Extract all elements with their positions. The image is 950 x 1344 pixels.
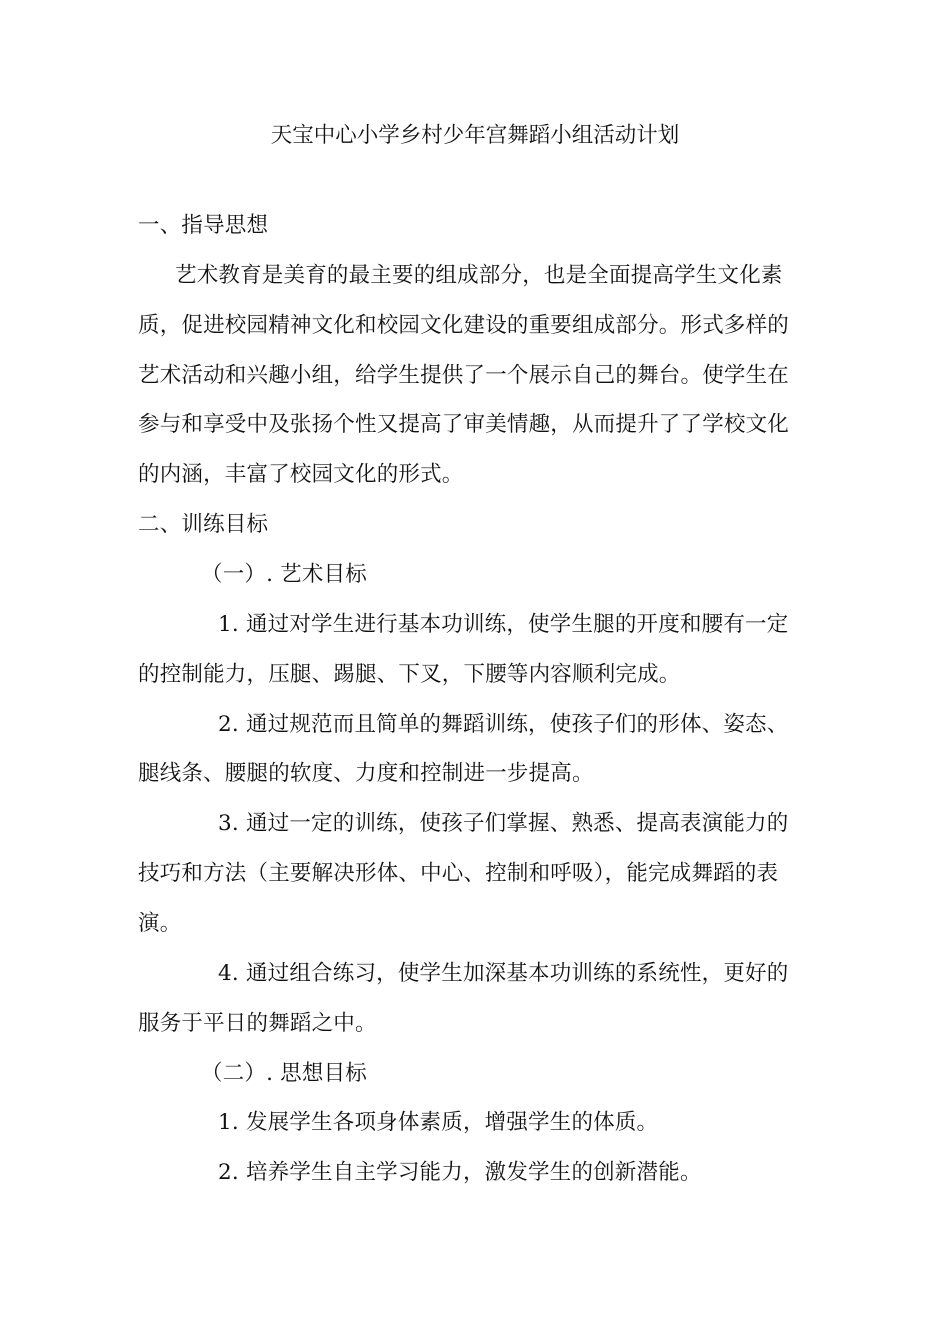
list-item-line: 2. 通过规范而且简单的舞蹈训练，使孩子们的形体、姿态、 [218,712,789,737]
paragraph-line: 的内涵，丰富了校园文化的形式。 [138,462,464,487]
list-item-line: 4. 通过组合练习，使学生加深基本功训练的系统性，更好的 [218,961,789,986]
list-item-line: 1. 通过对学生进行基本功训练，使学生腿的开度和腰有一定 [218,612,789,637]
subsection-heading-art-goals: （一）. 艺术目标 [201,562,367,587]
list-item-line: 的控制能力，压腿、踢腿、下叉，下腰等内容顺利完成。 [138,662,681,687]
list-item-line: 腿线条、腰腿的软度、力度和控制进一步提高。 [138,761,594,786]
list-item-line: 2. 培养学生自主学习能力，激发学生的创新潜能。 [218,1160,702,1185]
section-heading-guiding-ideology: 一、指导思想 [138,213,269,238]
list-item-line: 演。 [138,911,182,936]
list-item-line: 3. 通过一定的训练，使孩子们掌握、熟悉、提高表演能力的 [218,811,789,836]
list-item-line: 1. 发展学生各项身体素质，增强学生的体质。 [218,1110,659,1135]
paragraph-line: 质，促进校园精神文化和校园文化建设的重要组成部分。形式多样的 [138,313,790,338]
section-heading-training-goals: 二、训练目标 [138,512,269,537]
list-item-line: 服务于平日的舞蹈之中。 [138,1011,377,1036]
list-item-line: 技巧和方法（主要解决形体、中心、控制和呼吸），能完成舞蹈的表 [138,861,779,886]
paragraph-line: 艺术教育是美育的最主要的组成部分，也是全面提高学生文化素 [175,263,783,288]
paragraph-line: 参与和享受中及张扬个性又提高了审美情趣，从而提升了了学校文化 [138,412,790,437]
document-title: 天宝中心小学乡村少年宫舞蹈小组活动计划 [270,123,680,148]
subsection-heading-ideological-goals: （二）. 思想目标 [201,1061,367,1086]
paragraph-line: 艺术活动和兴趣小组，给学生提供了一个展示自己的舞台。使学生在 [138,363,790,388]
